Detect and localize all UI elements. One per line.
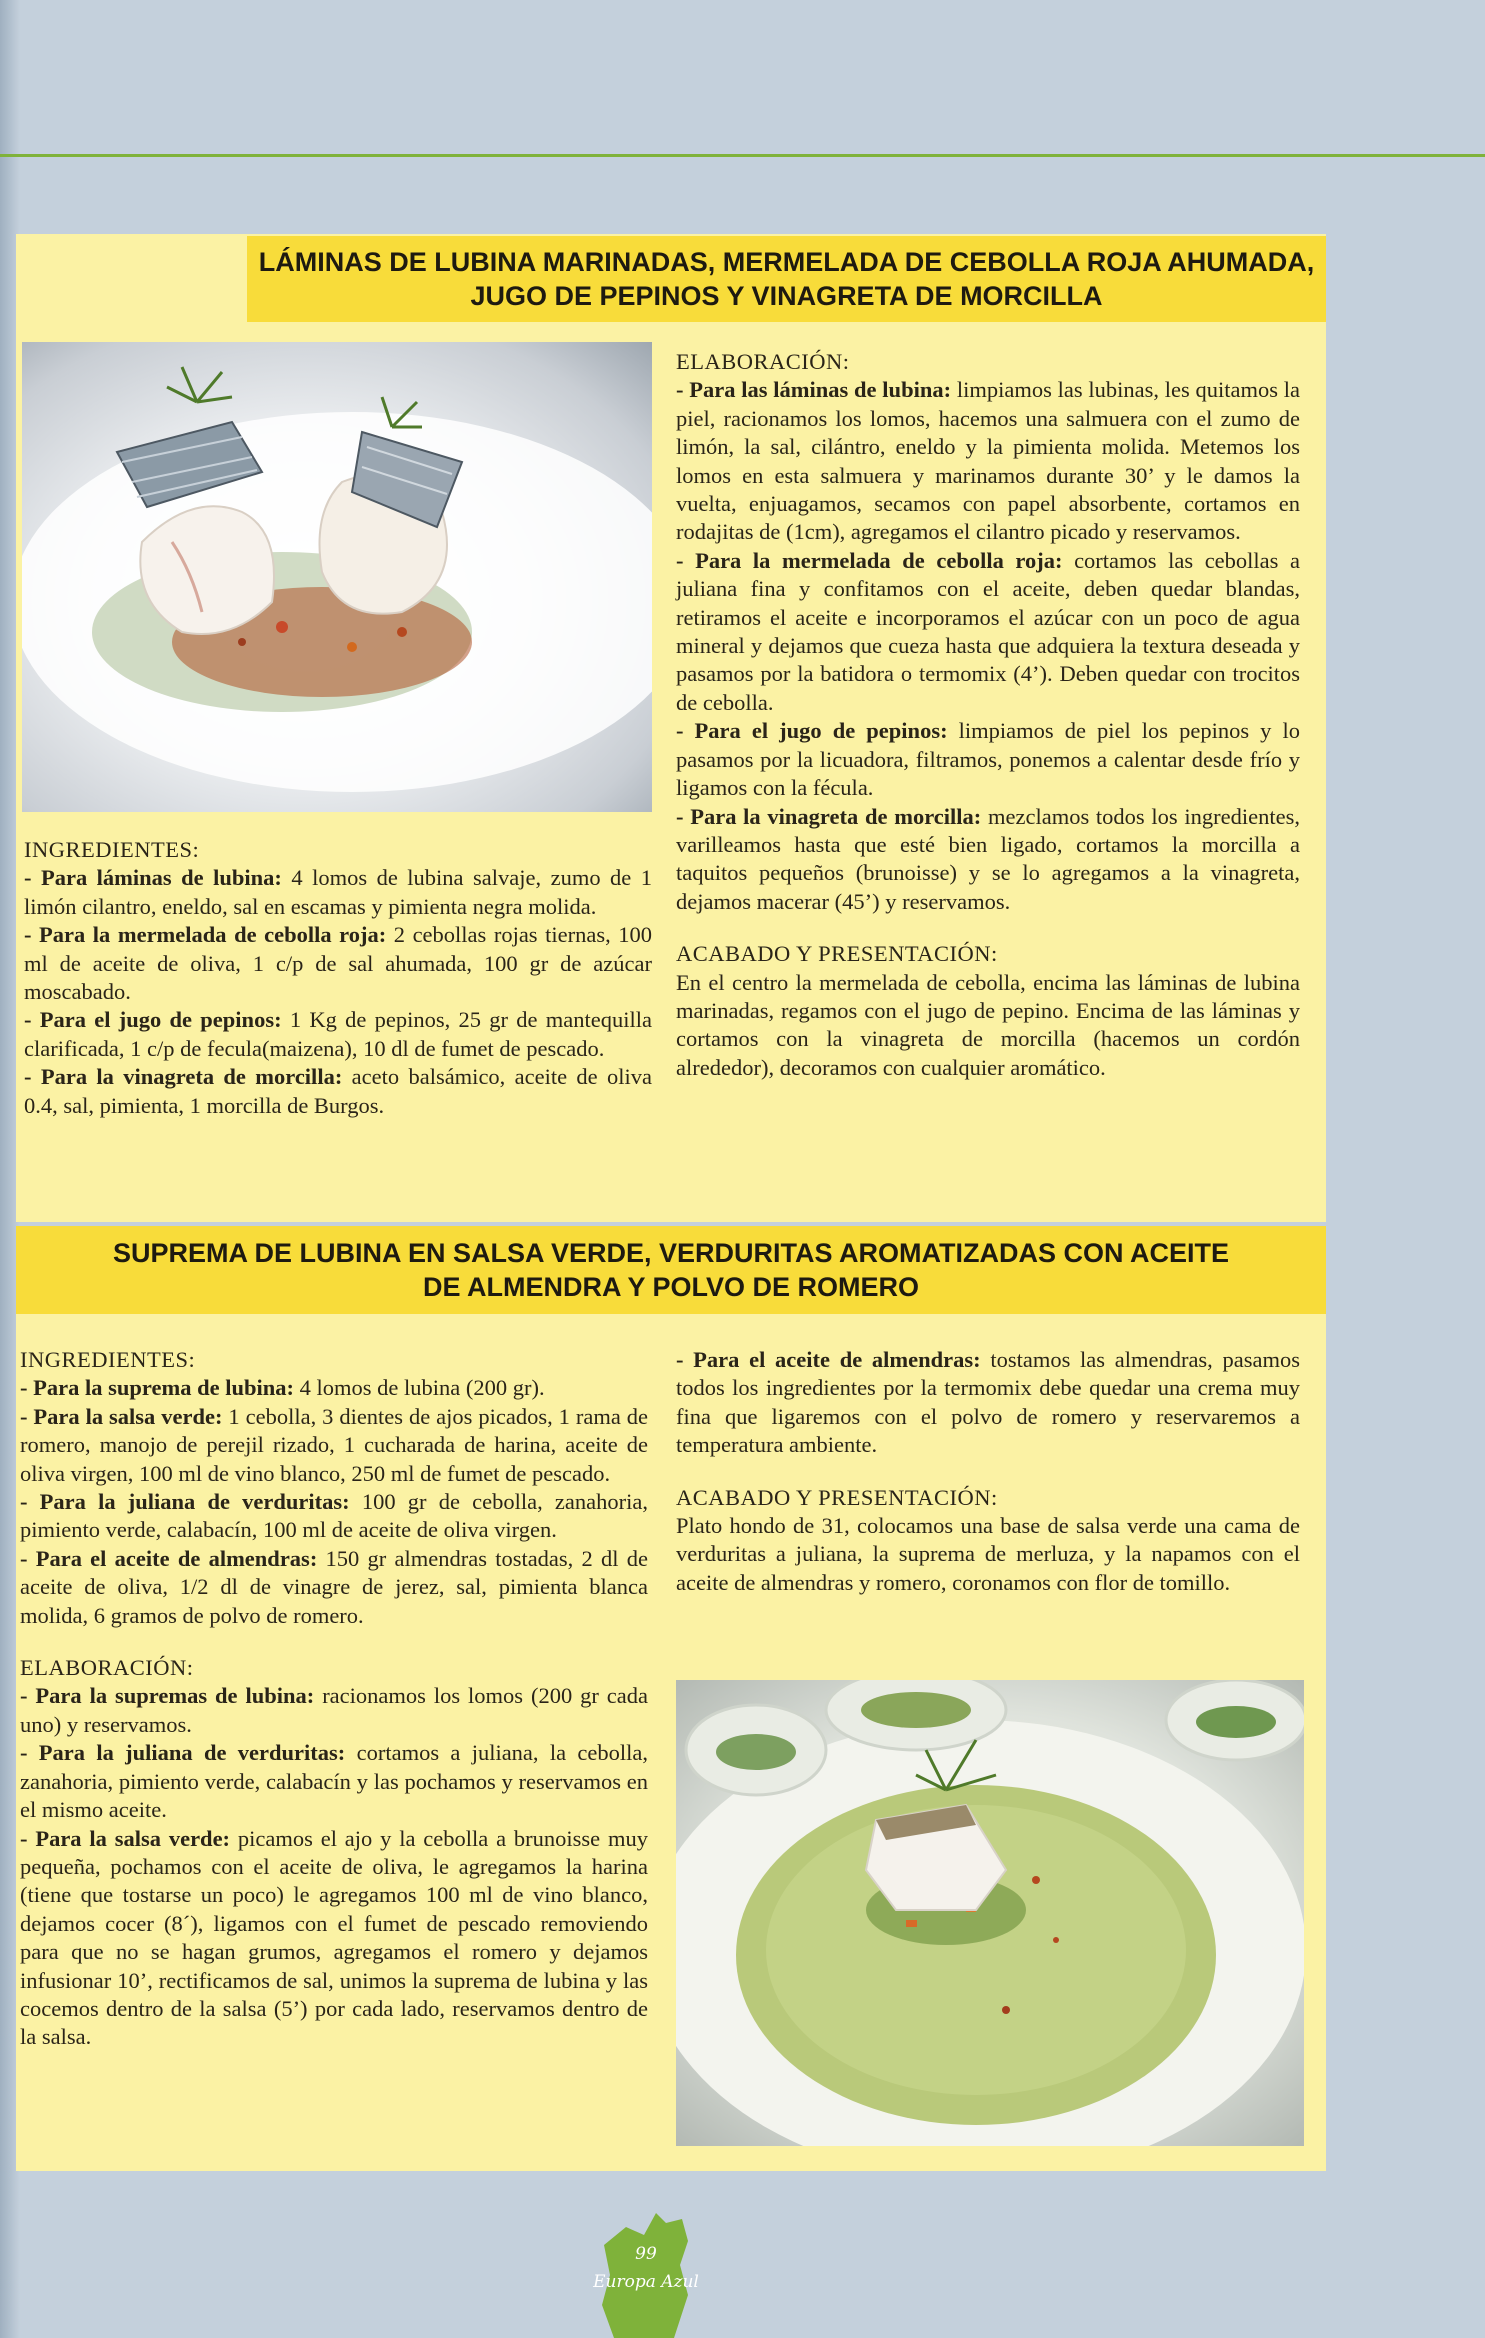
elaboration-label: - Para la salsa verde: (20, 1825, 231, 1851)
recipe-2-finish-text: Plato hondo de 31, colocamos una base de salsa verde una cama de verduritas a juliana, la suprema de merluza, y la napamos con el aceite de almendras y romero, coronamos con flor de tomillo. (676, 1513, 1300, 1595)
recipe-2-left-column (20, 1346, 648, 2052)
recipe-1-title-line-1: LÁMINAS DE LUBINA MARINADAS, MERMELADA DE CEBOLLA ROJA AHUMADA, (258, 247, 1315, 277)
ingredient-text: 150 gr almendras tostadas, 2 dl de aceite de oliva, 1/2 dl de vinagre de jerez, sal, pimienta blanca molida, 6 gramos de polvo de romero. (20, 1545, 648, 1628)
elaboration-label: - Para la vinagreta de morcilla: (676, 803, 982, 829)
elaboration-item (676, 717, 1300, 802)
ingredient-text: 1 cebolla, 3 dientes de ajos picados, 1 rama de romero, manojo de perejil rizado, 1 cucharada de harina, aceite de oliva virgen, 100 ml de vino blanco, 250 ml de fumet de pescado. (20, 1403, 648, 1486)
recipe-2-title-line-2: DE ALMENDRA Y POLVO DE ROMERO (422, 1272, 920, 1302)
suprema-dish-illustration (676, 1680, 1304, 2146)
ingredient-item (20, 1488, 648, 1545)
recipe-1-title (247, 236, 1326, 322)
recipe-1-title-line-2: JUGO DE PEPINOS Y VINAGRETA DE MORCILLA (470, 281, 1103, 311)
ingredient-item (20, 1403, 648, 1488)
ingredient-text: 4 lomos de lubina (200 gr). (293, 1375, 545, 1401)
elaboration-item (20, 1682, 648, 1739)
ingredient-item (24, 864, 652, 921)
elaboration-text: tostamos las almendras, pasamos todos los ingredientes por la termomix debe quedar una crema muy fina que ligaremos con el polvo de romero y reservaremos a temperatura ambiente. (676, 1347, 1300, 1458)
elaboration-text: cortamos a juliana, la cebolla, zanahoria, pimiento verde, calabacín y las pochamos y reservamos en el mismo aceite. (20, 1740, 648, 1823)
recipe-1-photo (22, 342, 652, 812)
ingredient-text: 100 gr de cebolla, zanahoria, pimiento verde, calabacín, 100 ml de aceite de oliva virgen. (20, 1489, 648, 1543)
header-rule (0, 154, 1485, 157)
ingredient-text: 2 cebollas rojas tiernas, 100 ml de aceite de oliva, 1 c/p de sal ahumada, 100 gr de azúcar moscabado. (24, 922, 652, 1005)
recipe-2-right-column (676, 1346, 1300, 1597)
ingredient-item (24, 1063, 652, 1120)
elaboration-item (676, 1346, 1300, 1460)
elaboration-item (676, 376, 1300, 546)
elaboration-text: picamos el ajo y la cebolla a brunoisse muy pequeña, pochamos con el aceite de oliva, le agregamos la harina (tiene que tostarse un poco) le agregamos 100 ml de vino blanco, dejamos cocer (8´), ligamos con el fumet de pescado removiendo para que no se hagan grumos, agregamos el romero y dejamos infusionar 10’, rectificamos de sal, unimos la suprema de lubina y las cocemos dentro de la salsa (5’) por cada lado, reservamos dentro de la salsa. (20, 1825, 648, 2050)
elaboration-item (20, 1739, 648, 1824)
recipe-1-finish-heading: ACABADO Y PRESENTACIÓN: (676, 941, 998, 967)
ingredient-text: 4 lomos de lubina salvaje, zumo de 1 limón cilantro, eneldo, sal en escamas y pimienta negra molida. (24, 865, 652, 919)
elaboration-item (676, 547, 1300, 717)
recipe-1-elaboration (676, 348, 1300, 1082)
ingredient-label: - Para la mermelada de cebolla roja: (24, 922, 387, 948)
ingredient-text: 1 Kg de pepinos, 25 gr de mantequilla clarificada, 1 c/p de fecula(maizena), 10 dl de fumet de pescado. (24, 1007, 652, 1061)
ingredient-item (24, 1006, 652, 1063)
recipe-2-title-line-1: SUPREMA DE LUBINA EN SALSA VERDE, VERDURITAS AROMATIZADAS CON ACEITE (112, 1238, 1230, 1268)
sea-bass-dish-illustration (22, 342, 652, 812)
recipe-2-photo (676, 1680, 1304, 2146)
elaboration-text: limpiamos las lubinas, les quitamos la piel, racionamos los lomos, hacemos una salmuera con el zumo de limón, la sal, cilántro, eneldo y la pimienta molida. Metemos los lomos en esta salmuera y marinamos durante 30’ y le damos la vuelta, enjuagamos, secamos con papel absorbente, cortamos en rodajitas de (1cm), agregamos el cilantro picado y reservamos. (676, 377, 1301, 545)
elaboration-text: cortamos las cebollas a juliana fina y confitamos con el aceite, deben quedar blandas, retiramos el aceite e incorporamos el azúcar con un poco de agua mineral y dejamos que cueza hasta que adquiera la textura deseada y pasamos por la batidora o termomix (4’). Deben quedar con trocitos de cebolla. (676, 547, 1300, 715)
magazine-brand: Europa Azul (593, 2272, 699, 2292)
ingredient-label: - Para la juliana de verduritas: (20, 1489, 350, 1515)
ingredient-item (20, 1374, 648, 1402)
elaboration-label: - Para la mermelada de cebolla roja: (676, 547, 1063, 573)
ingredient-item (20, 1545, 648, 1630)
elaboration-text: mezclamos todos los ingredientes, varilleamos hasta que esté bien ligado, cortamos la morcilla a taquitos pequeños (brunoisse) y se lo agregamos a la vinagreta, dejamos macerar (45’) y reservamos. (676, 803, 1300, 914)
ingredient-label: - Para la suprema de lubina: (20, 1375, 294, 1401)
recipe-1-ingredients-heading: INGREDIENTES: (24, 837, 200, 862)
elaboration-label: - Para las láminas de lubina: (676, 377, 952, 403)
ingredient-label: - Para la vinagreta de morcilla: (24, 1064, 343, 1090)
elaboration-item (676, 803, 1300, 917)
ingredient-label: - Para el aceite de almendras: (20, 1545, 318, 1571)
page-number: 99 (635, 2244, 657, 2264)
elaboration-item (20, 1825, 648, 2052)
ingredient-label: - Para la salsa verde: (20, 1403, 223, 1429)
elaboration-text: limpiamos de piel los pepinos y lo pasamos por la licuadora, filtramos, ponemos a calentar desde frío y ligamos con la fécula. (676, 718, 1301, 801)
recipe-2-elaboration-heading: ELABORACIÓN: (20, 1655, 194, 1681)
ingredient-item (24, 921, 652, 1006)
elaboration-label: - Para la juliana de verduritas: (20, 1740, 346, 1766)
elaboration-label: - Para la supremas de lubina: (20, 1683, 315, 1709)
recipe-1-elaboration-heading: ELABORACIÓN: (676, 349, 850, 374)
ingredient-label: - Para el jugo de pepinos: (24, 1007, 282, 1033)
elaboration-label: - Para el jugo de pepinos: (676, 718, 948, 744)
ingredient-label: - Para láminas de lubina: (24, 865, 282, 891)
recipe-2-ingredients-heading: INGREDIENTES: (20, 1347, 196, 1372)
recipe-1-finish-text: En el centro la mermelada de cebolla, encima las láminas de lubina marinadas, regamos con el jugo de pepino. Encima de las láminas y cortamos con la vinagreta de morcilla (hacemos un cordón alrededor), decoramos con cualquier aromático. (676, 969, 1300, 1080)
recipe-2-finish-heading: ACABADO Y PRESENTACIÓN: (676, 1484, 998, 1510)
elaboration-label: - Para el aceite de almendras: (676, 1347, 981, 1372)
elaboration-text: racionamos los lomos (200 gr cada uno) y reservamos. (20, 1683, 649, 1737)
recipe-1-ingredients (24, 836, 652, 1120)
ingredient-text: aceto balsámico, aceite de oliva 0.4, sal, pimienta, 1 morcilla de Burgos. (24, 1064, 652, 1118)
recipe-2-title (16, 1226, 1326, 1314)
